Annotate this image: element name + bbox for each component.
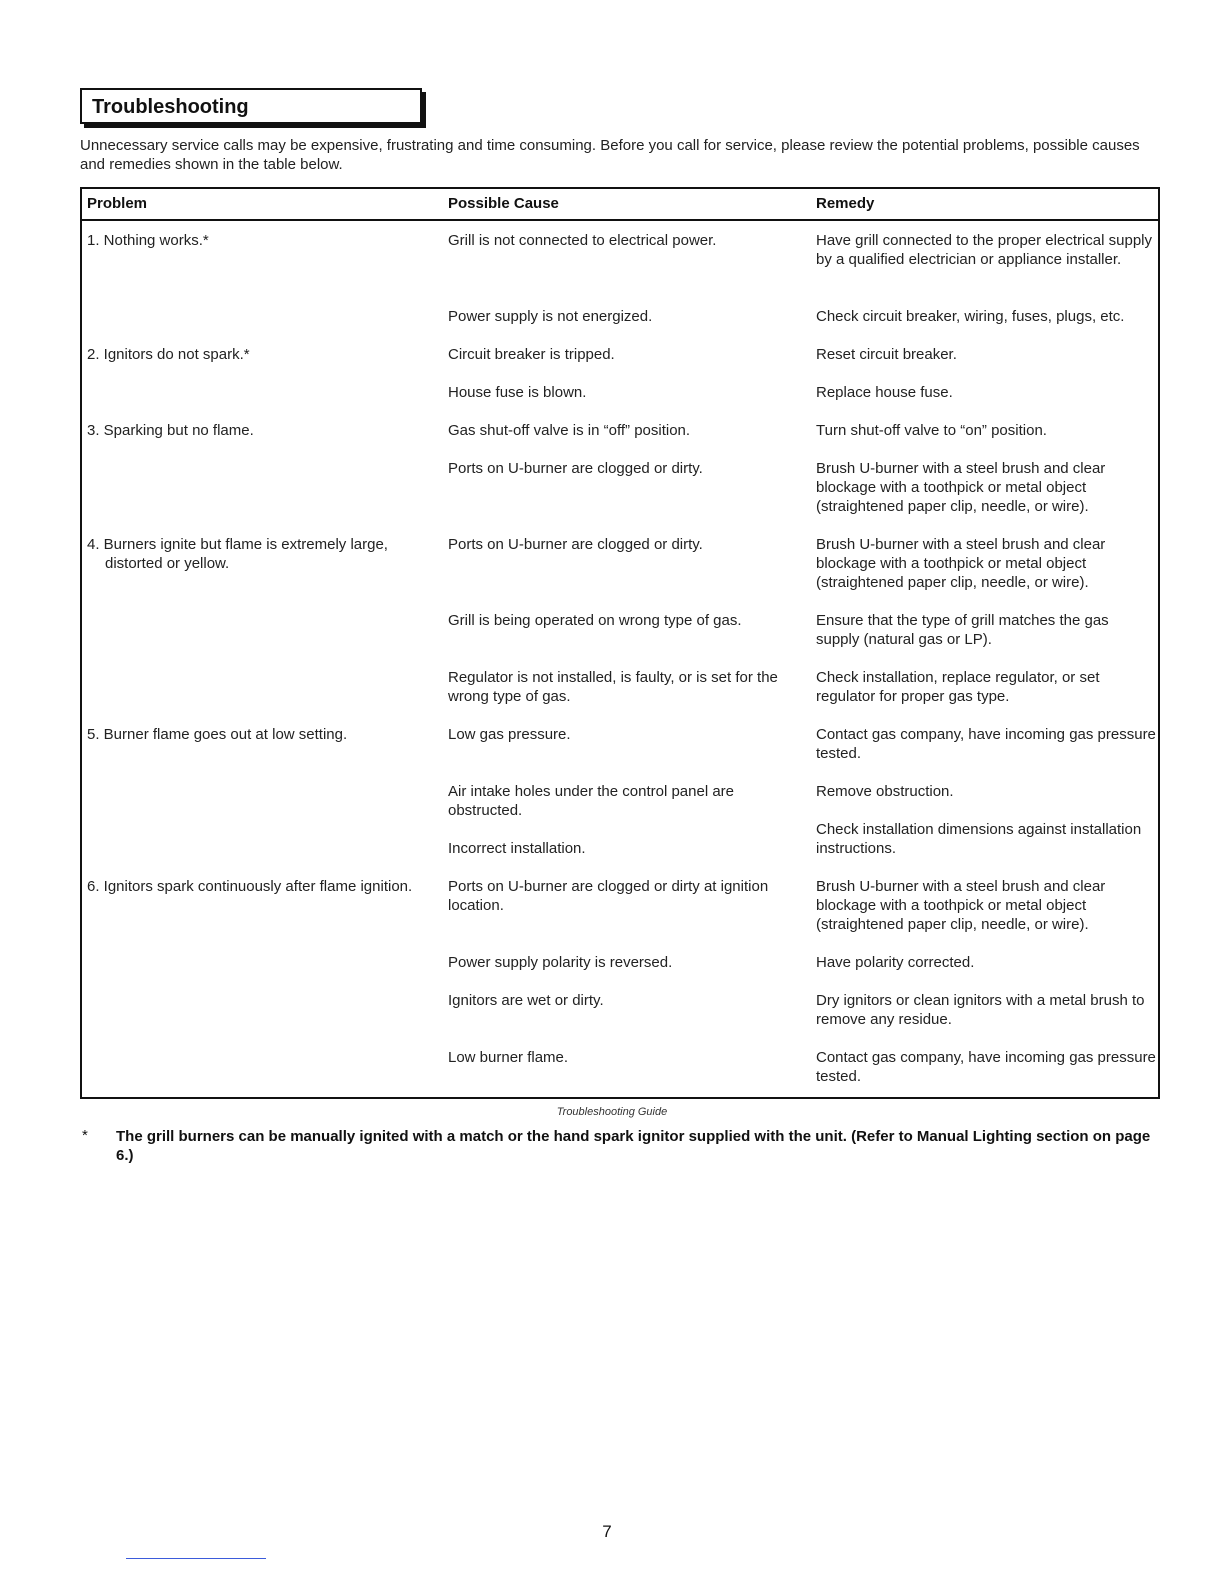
cause-cell: Incorrect installation. (448, 840, 586, 857)
header-cause: Possible Cause (448, 195, 559, 212)
remedy-cell: Check installation dimensions against installation instructions. (816, 821, 1142, 857)
cause-cell: Grill is being operated on wrong type of gas. (448, 612, 742, 629)
cause-cell: Circuit breaker is tripped. (448, 346, 615, 363)
cause-cell: Ports on U-burner are clogged or dirty. (448, 536, 703, 553)
cause-cell: Low gas pressure. (448, 726, 571, 743)
remedy-cell: Dry ignitors or clean ignitors with a metal brush to remove any residue. (816, 992, 1145, 1028)
remedy-cell: Ensure that the type of grill matches the gas supply (natural gas or LP). (816, 612, 1109, 648)
problem-cell: 1. Nothing works.* (87, 232, 209, 249)
cause-cell: Power supply polarity is reversed. (448, 954, 673, 971)
remedy-cell: Check circuit breaker, wiring, fuses, plugs, etc. (816, 308, 1125, 325)
remedy-cell: Brush U-burner with a steel brush and clear blockage with a toothpick or metal object (straightened paper clip, needle, or wire). (816, 878, 1106, 933)
page-number: 7 (602, 1522, 612, 1541)
cause-cell: Gas shut-off valve is in “off” position. (448, 422, 691, 439)
section-title-box (80, 88, 422, 124)
cause-cell: House fuse is blown. (448, 384, 587, 401)
bottom-rule (126, 1558, 266, 1559)
remedy-cell: Reset circuit breaker. (816, 346, 957, 363)
footnote-text: The grill burners can be manually ignited with a match or the hand spark ignitor supplied with the unit. (Refer to Manual Lighting section on page 6.) (116, 1128, 1151, 1164)
cause-cell: Ignitors are wet or dirty. (448, 992, 604, 1009)
footnote-marker: * (82, 1127, 88, 1144)
cause-cell: Ports on U-burner are clogged or dirty at ignition location. (448, 878, 769, 914)
remedy-cell: Contact gas company, have incoming gas pressure tested. (816, 726, 1156, 762)
intro-paragraph: Unnecessary service calls may be expensive, frustrating and time consuming. Before you call for service, please review the potential problems, possible causes and remedies shown in the table below. (80, 137, 1140, 173)
remedy-cell: Have grill connected to the proper electrical supply by a qualified electrician or appliance installer. (816, 232, 1153, 268)
remedy-cell: Replace house fuse. (816, 384, 953, 401)
cause-cell: Regulator is not installed, is faulty, or is set for the wrong type of gas. (448, 669, 778, 705)
problem-cell: 4. Burners ignite but flame is extremely large, distorted or yellow. (87, 536, 388, 572)
cause-cell: Low burner flame. (448, 1049, 569, 1066)
problem-cell: 6. Ignitors spark continuously after flame ignition. (87, 878, 413, 895)
table-caption: Troubleshooting Guide (556, 1106, 668, 1118)
problem-cell: 2. Ignitors do not spark.* (87, 346, 250, 363)
cause-cell: Air intake holes under the control panel are obstructed. (448, 783, 735, 819)
remedy-cell: Brush U-burner with a steel brush and clear blockage with a toothpick or metal object (straightened paper clip, needle, or wire). (816, 460, 1106, 515)
problem-cell: 3. Sparking but no flame. (87, 422, 254, 439)
remedy-cell: Remove obstruction. (816, 783, 954, 800)
cause-cell: Ports on U-burner are clogged or dirty. (448, 460, 703, 477)
problem-cell: 5. Burner flame goes out at low setting. (87, 726, 348, 743)
cause-cell: Grill is not connected to electrical power. (448, 232, 717, 249)
cause-cell: Power supply is not energized. (448, 308, 653, 325)
remedy-cell: Contact gas company, have incoming gas pressure tested. (816, 1049, 1156, 1085)
remedy-cell: Have polarity corrected. (816, 954, 975, 971)
remedy-cell: Turn shut-off valve to “on” position. (816, 422, 1047, 439)
troubleshooting-table (80, 187, 1160, 1099)
table-header (82, 189, 1158, 221)
section-title: Troubleshooting (92, 96, 249, 118)
header-problem: Problem (87, 195, 148, 212)
header-remedy: Remedy (816, 195, 875, 212)
remedy-cell: Brush U-burner with a steel brush and clear blockage with a toothpick or metal object (straightened paper clip, needle, or wire). (816, 536, 1106, 591)
remedy-cell: Check installation, replace regulator, or set regulator for proper gas type. (816, 669, 1100, 705)
